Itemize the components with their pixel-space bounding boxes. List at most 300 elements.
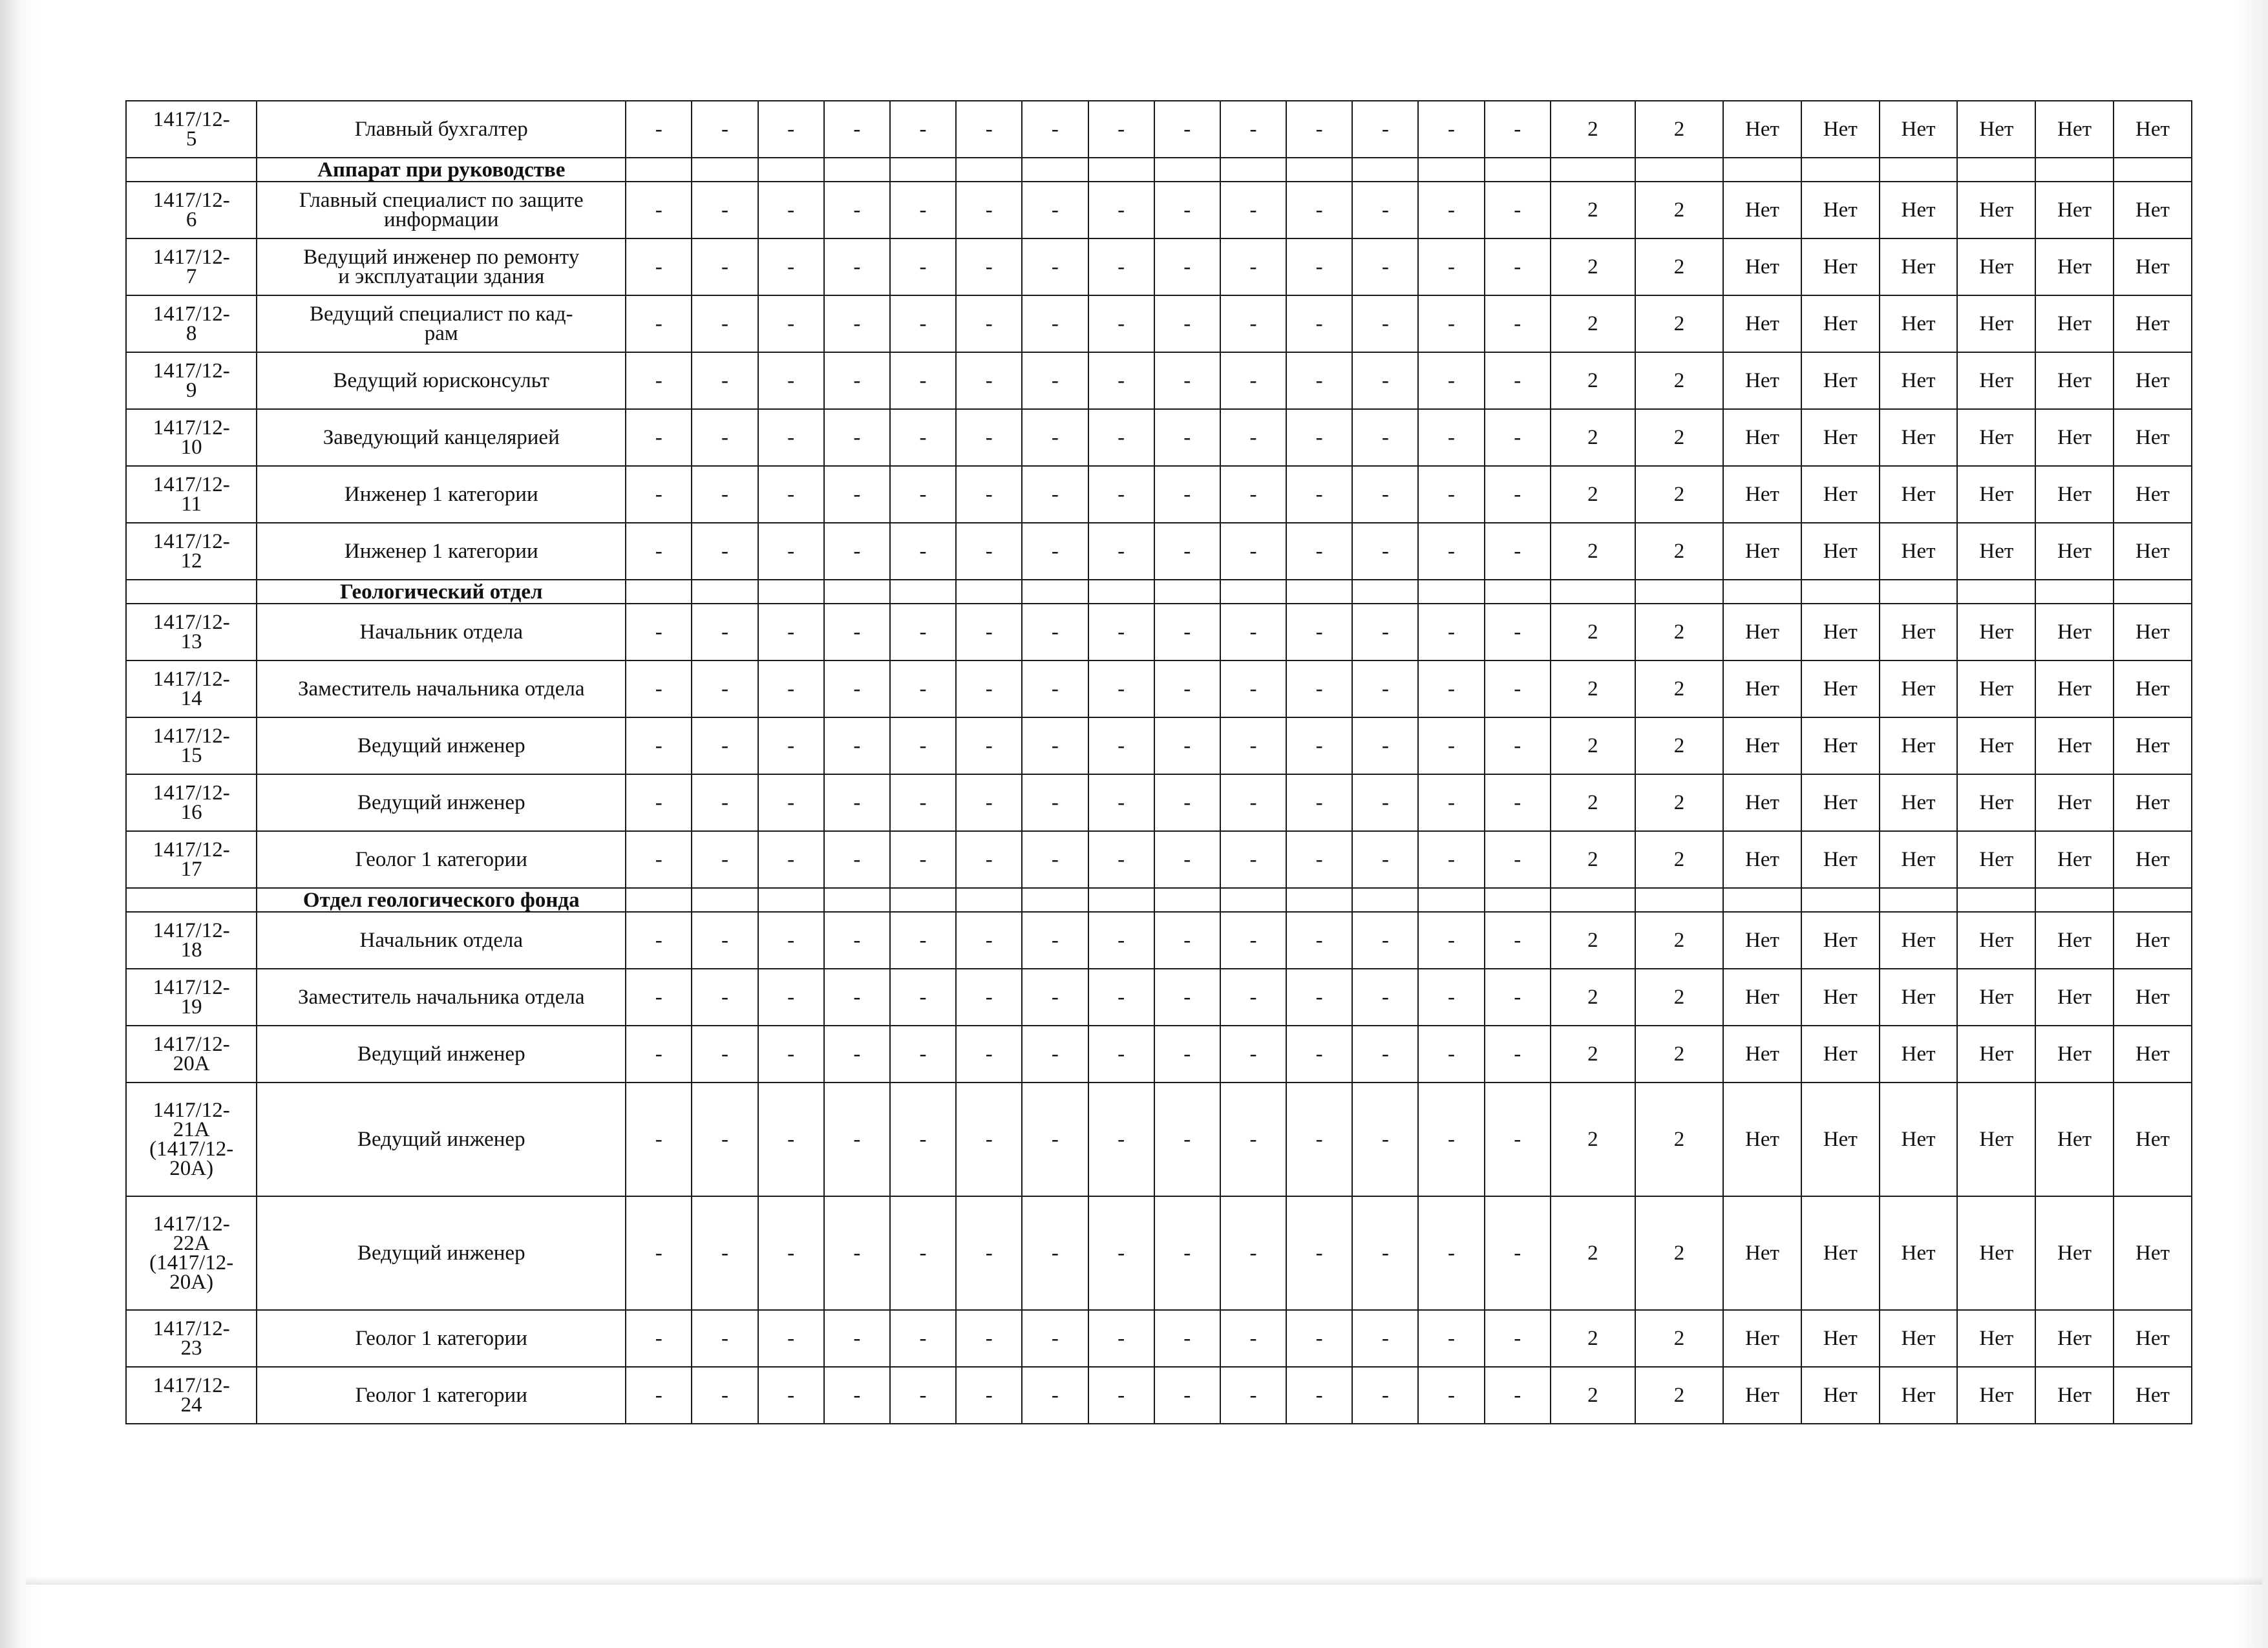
value-cell: Нет [1801,295,1880,352]
text-line: 6 [185,208,197,231]
value-cell: 2 [1635,604,1723,660]
value-cell: - [824,523,890,580]
value-cell: Нет [1723,774,1801,831]
value-cell: - [1286,295,1352,352]
table-row [126,774,2192,831]
value-cell: - [956,717,1022,774]
value-cell: - [692,774,758,831]
value-cell: - [758,101,824,158]
text-line: Геолог 1 категории [355,1384,527,1407]
value-cell: Нет [1723,1196,1801,1310]
value-cell: - [1154,101,1220,158]
value-cell: 2 [1635,774,1723,831]
empty-cell [626,888,692,912]
value-cell: - [1220,466,1286,523]
value-cell: - [758,352,824,409]
empty-cell [1418,580,1484,604]
value-cell: 2 [1635,1310,1723,1367]
value-cell: - [692,1083,758,1196]
empty-cell [1154,888,1220,912]
value-cell: Нет [1723,352,1801,409]
text-line: Заведующий канцелярией [323,426,560,449]
empty-cell [1801,158,1880,182]
value-cell: Нет [1801,831,1880,888]
value-cell: - [1088,523,1154,580]
value-cell: Нет [1801,660,1880,717]
value-cell: Нет [1801,1367,1880,1424]
value-cell: - [1485,912,1551,969]
empty-cell [890,888,956,912]
text-line: 1417/12- [153,530,230,553]
value-cell: Нет [1801,409,1880,466]
value-cell: Нет [1801,523,1880,580]
value-cell: 2 [1635,912,1723,969]
empty-cell [1286,158,1352,182]
value-cell: - [890,1310,956,1367]
value-cell: Нет [1723,182,1801,238]
value-cell: - [824,1083,890,1196]
value-cell: - [1418,295,1484,352]
table-row [126,523,2192,580]
value-cell: Нет [1957,238,2035,295]
value-cell: - [1352,1367,1418,1424]
value-cell: - [1022,295,1088,352]
value-cell: - [1352,409,1418,466]
text-line: рам [424,322,458,345]
value-cell: - [1286,717,1352,774]
value-cell: - [1352,912,1418,969]
value-cell: - [1352,831,1418,888]
section-title: Отдел геологического фонда [257,888,626,912]
value-cell: - [956,1083,1022,1196]
empty-cell [824,158,890,182]
value-cell: - [890,1367,956,1424]
value-cell: - [1485,295,1551,352]
value-cell: - [692,831,758,888]
text-line: Инженер 1 категории [344,483,538,506]
value-cell: - [1220,1196,1286,1310]
value-cell: - [890,182,956,238]
value-cell: - [626,523,692,580]
value-cell: Нет [1880,1026,1958,1083]
value-cell: 2 [1551,912,1635,969]
value-cell: Нет [1723,1310,1801,1367]
text-line: Заместитель начальника отдела [298,677,585,701]
value-cell: - [1418,466,1484,523]
value-cell: - [1022,912,1088,969]
value-cell: - [1220,295,1286,352]
value-cell: - [824,774,890,831]
value-cell: - [692,523,758,580]
value-cell: - [890,604,956,660]
text-line: Ведущий инженер [357,1042,525,1066]
value-cell: Нет [1723,912,1801,969]
value-cell: - [1022,604,1088,660]
value-cell: - [956,1310,1022,1367]
value-cell: Нет [1801,1196,1880,1310]
value-cell: Нет [1723,1083,1801,1196]
value-cell: Нет [1957,1196,2035,1310]
value-cell: Нет [1957,774,2035,831]
value-cell: - [1418,717,1484,774]
empty-cell [758,580,824,604]
text-line: 16 [180,801,202,824]
value-cell: - [1022,1367,1088,1424]
empty-cell [890,158,956,182]
position-name [257,1310,626,1367]
text-line: Главный специалист по защите [299,189,584,212]
workplace-code [126,1196,257,1310]
value-cell: Нет [1880,466,1958,523]
value-cell: - [692,717,758,774]
value-cell: - [1485,1083,1551,1196]
value-cell: Нет [2035,1196,2114,1310]
text-line: Начальник отдела [359,620,523,644]
value-cell: - [1418,831,1484,888]
value-cell: Нет [2035,1026,2114,1083]
value-cell: - [1088,774,1154,831]
value-cell: Нет [2114,238,2192,295]
value-cell: - [1022,831,1088,888]
text-line: Заместитель начальника отдела [298,986,585,1009]
value-cell: - [1154,182,1220,238]
value-cell: - [1154,1367,1220,1424]
value-cell: - [1485,831,1551,888]
value-cell: - [956,1196,1022,1310]
value-cell: 2 [1635,352,1723,409]
value-cell: - [758,1196,824,1310]
value-cell: 2 [1551,409,1635,466]
value-cell: 2 [1551,182,1635,238]
value-cell: - [1286,604,1352,660]
text-line: 20А) [169,1271,214,1294]
value-cell: Нет [2114,1026,2192,1083]
value-cell: Нет [2035,717,2114,774]
value-cell: Нет [1801,717,1880,774]
value-cell: - [626,352,692,409]
value-cell: - [1485,660,1551,717]
value-cell: - [1022,1026,1088,1083]
text-line: 1417/12- [153,359,230,383]
value-cell: - [1088,352,1154,409]
value-cell: Нет [2114,1310,2192,1367]
text-line: Ведущий инженер [357,1128,525,1151]
value-cell: 2 [1551,660,1635,717]
value-cell: - [1485,466,1551,523]
empty-cell [1801,580,1880,604]
table-row [126,409,2192,466]
value-cell: Нет [1801,969,1880,1026]
value-cell: - [692,912,758,969]
position-name [257,466,626,523]
value-cell: 2 [1635,466,1723,523]
value-cell: Нет [1880,1367,1958,1424]
table-row [126,831,2192,888]
value-cell: - [956,912,1022,969]
value-cell: 2 [1635,1083,1723,1196]
value-cell: - [626,969,692,1026]
value-cell: Нет [1957,352,2035,409]
code-cell [126,158,257,182]
empty-cell [824,888,890,912]
value-cell: Нет [1880,409,1958,466]
value-cell: - [1286,182,1352,238]
value-cell: 2 [1551,1367,1635,1424]
value-cell: Нет [2035,295,2114,352]
value-cell: Нет [2114,295,2192,352]
empty-cell [1088,580,1154,604]
text-line: Начальник отдела [359,929,523,952]
value-cell: Нет [1723,1367,1801,1424]
value-cell: - [758,1310,824,1367]
value-cell: - [890,352,956,409]
empty-cell [1022,580,1088,604]
workplace-code [126,660,257,717]
text-line: 13 [180,630,202,653]
value-cell: - [626,660,692,717]
text-line: 18 [180,938,202,962]
value-cell: - [626,831,692,888]
empty-cell [1801,888,1880,912]
value-cell: 2 [1551,295,1635,352]
position-name [257,238,626,295]
value-cell: - [1286,1083,1352,1196]
value-cell: - [1154,774,1220,831]
value-cell: Нет [2114,409,2192,466]
value-cell: - [890,409,956,466]
value-cell: 2 [1551,1196,1635,1310]
value-cell: - [1352,604,1418,660]
value-cell: Нет [1723,604,1801,660]
value-cell: - [1088,409,1154,466]
value-cell: 2 [1635,182,1723,238]
value-cell: - [1286,912,1352,969]
value-cell: - [1022,466,1088,523]
value-cell: - [1352,182,1418,238]
value-cell: - [1485,717,1551,774]
value-cell: 2 [1551,1310,1635,1367]
value-cell: Нет [1880,182,1958,238]
empty-cell [2114,580,2192,604]
value-cell: - [1352,969,1418,1026]
value-cell: - [1352,1026,1418,1083]
table-row [126,1083,2192,1196]
text-line: 20А) [169,1157,214,1180]
text-line: Геолог 1 категории [355,1327,527,1350]
value-cell: 2 [1635,409,1723,466]
value-cell: - [824,1310,890,1367]
value-cell: - [1154,295,1220,352]
value-cell: - [692,295,758,352]
value-cell: 2 [1635,717,1723,774]
value-cell: - [1154,523,1220,580]
table-row [126,660,2192,717]
value-cell: - [1088,969,1154,1026]
value-cell: Нет [1880,1083,1958,1196]
text-line: 1417/12- [153,976,230,999]
value-cell: - [1286,466,1352,523]
text-line: 1417/12- [153,611,230,634]
value-cell: - [1418,660,1484,717]
empty-cell [1220,888,1286,912]
text-line: Инженер 1 категории [344,540,538,563]
value-cell: Нет [2035,523,2114,580]
text-line: Ведущий инженер [357,734,525,757]
value-cell: 2 [1551,717,1635,774]
workplace-code [126,466,257,523]
value-cell: - [626,409,692,466]
value-cell: Нет [1880,774,1958,831]
value-cell: - [890,717,956,774]
empty-cell [1635,888,1723,912]
value-cell: - [1154,238,1220,295]
position-name [257,831,626,888]
value-cell: - [692,466,758,523]
empty-cell [1485,580,1551,604]
value-cell: 2 [1635,1196,1723,1310]
empty-cell [2035,888,2114,912]
value-cell: - [1485,604,1551,660]
value-cell: Нет [1880,238,1958,295]
text-line: 1417/12- [153,724,230,748]
value-cell: - [1220,1083,1286,1196]
value-cell: Нет [2035,1367,2114,1424]
text-line: Ведущий юрисконсульт [333,369,549,392]
value-cell: - [1352,466,1418,523]
value-cell: Нет [1801,1310,1880,1367]
table-row [126,1026,2192,1083]
value-cell: 2 [1551,831,1635,888]
value-cell: - [890,660,956,717]
text-line: 17 [180,858,202,881]
working-conditions-table [125,100,2192,1424]
value-cell: Нет [1801,1026,1880,1083]
empty-cell [1723,580,1801,604]
empty-cell [2114,888,2192,912]
value-cell: - [1485,182,1551,238]
value-cell: 2 [1551,969,1635,1026]
value-cell: - [1154,1083,1220,1196]
empty-cell [1880,158,1958,182]
value-cell: Нет [2114,604,2192,660]
value-cell: - [692,1026,758,1083]
value-cell: - [1154,409,1220,466]
value-cell: Нет [2035,352,2114,409]
value-cell: Нет [1801,182,1880,238]
value-cell: - [890,831,956,888]
value-cell: - [1418,409,1484,466]
workplace-code [126,831,257,888]
value-cell: - [692,409,758,466]
text-line: 12 [180,549,202,573]
value-cell: 2 [1551,604,1635,660]
empty-cell [626,580,692,604]
value-cell: - [758,409,824,466]
value-cell: - [1418,1026,1484,1083]
value-cell: Нет [2114,774,2192,831]
value-cell: - [626,1026,692,1083]
value-cell: - [1022,238,1088,295]
text-line: 20А [173,1052,210,1075]
value-cell: 2 [1551,774,1635,831]
text-line: 1417/12- [153,416,230,439]
empty-cell [758,158,824,182]
value-cell: - [1022,660,1088,717]
value-cell: - [692,238,758,295]
value-cell: - [824,409,890,466]
value-cell: - [956,238,1022,295]
value-cell: - [1220,912,1286,969]
value-cell: - [1088,912,1154,969]
workplace-code [126,774,257,831]
value-cell: - [1286,831,1352,888]
empty-cell [956,158,1022,182]
value-cell: Нет [2114,352,2192,409]
position-name [257,1026,626,1083]
value-cell: - [758,295,824,352]
value-cell: Нет [1801,912,1880,969]
value-cell: - [1286,774,1352,831]
value-cell: Нет [1957,101,2035,158]
text-line: 21А [173,1118,210,1141]
value-cell: - [1220,523,1286,580]
value-cell: Нет [2114,660,2192,717]
value-cell: - [1286,523,1352,580]
position-name [257,1367,626,1424]
value-cell: - [1352,352,1418,409]
value-cell: Нет [1957,831,2035,888]
value-cell: - [1022,717,1088,774]
value-cell: - [824,660,890,717]
empty-cell [1880,888,1958,912]
value-cell: - [1418,912,1484,969]
value-cell: Нет [2114,466,2192,523]
value-cell: Нет [1880,831,1958,888]
value-cell: - [1220,831,1286,888]
value-cell: - [956,831,1022,888]
value-cell: - [1154,1196,1220,1310]
value-cell: - [1220,969,1286,1026]
text-line: 7 [185,265,197,288]
value-cell: 2 [1635,523,1723,580]
value-cell: - [1352,523,1418,580]
value-cell: - [1022,101,1088,158]
value-cell: - [890,1196,956,1310]
code-cell [126,888,257,912]
text-line: 1417/12- [153,189,230,212]
value-cell: - [1418,182,1484,238]
value-cell: - [890,523,956,580]
value-cell: Нет [1957,717,2035,774]
empty-cell [626,158,692,182]
value-cell: Нет [2035,660,2114,717]
value-cell: - [1220,1026,1286,1083]
value-cell: Нет [1957,409,2035,466]
value-cell: 2 [1551,101,1635,158]
empty-cell [1154,580,1220,604]
empty-cell [956,888,1022,912]
empty-cell [1551,158,1635,182]
section-header-row [126,888,2192,912]
empty-cell [2035,158,2114,182]
empty-cell [2114,158,2192,182]
value-cell: - [626,1083,692,1196]
value-cell: - [758,969,824,1026]
value-cell: Нет [1880,969,1958,1026]
position-name [257,352,626,409]
value-cell: Нет [1880,352,1958,409]
text-line: 1417/12- [153,108,230,131]
